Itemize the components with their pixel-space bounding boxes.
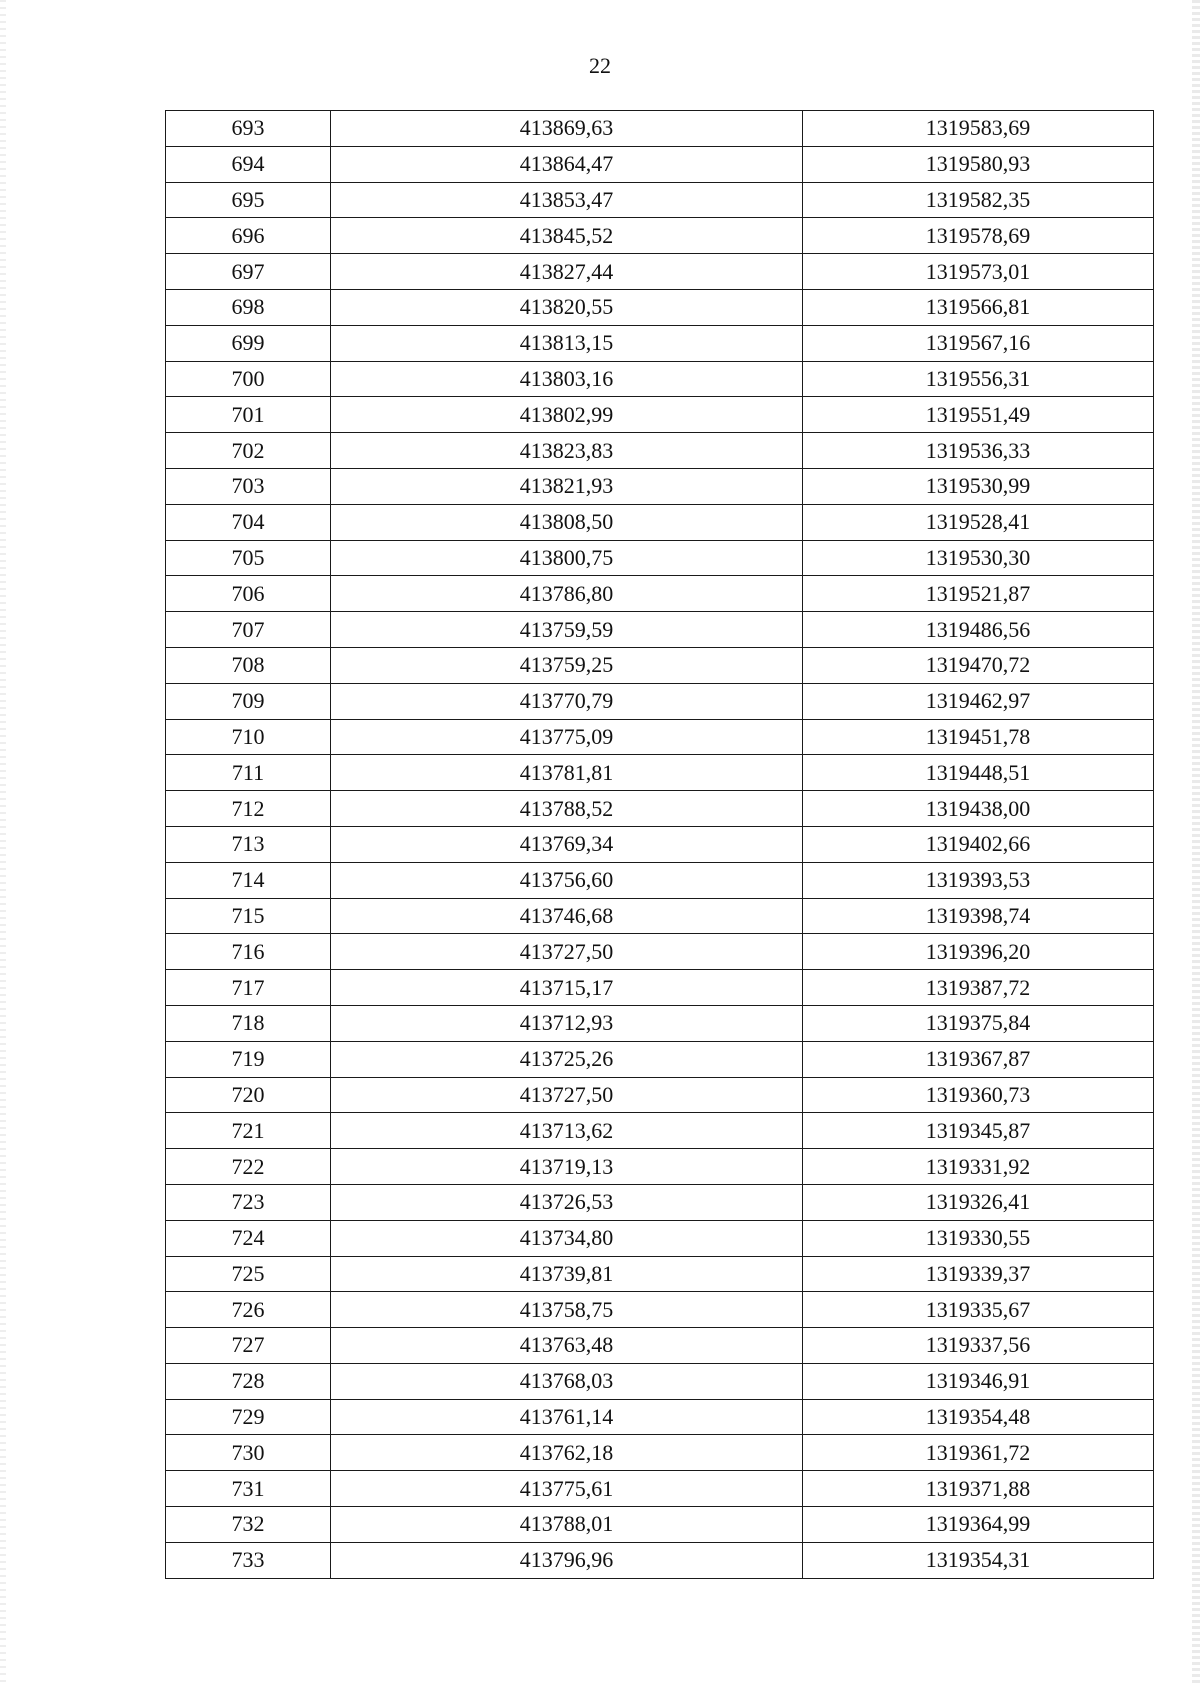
table-row — [166, 468, 1154, 504]
x-coordinate-cell: 413759,25 — [331, 647, 803, 683]
point-number-cell: 697 — [166, 254, 331, 290]
y-coordinate-cell: 1319360,73 — [803, 1077, 1154, 1113]
point-number-cell: 714 — [166, 862, 331, 898]
x-coordinate-cell: 413788,52 — [331, 791, 803, 827]
point-number-cell: 705 — [166, 540, 331, 576]
table-row — [166, 719, 1154, 755]
x-coordinate-cell: 413808,50 — [331, 504, 803, 540]
x-coordinate-cell: 413756,60 — [331, 862, 803, 898]
point-number-cell: 733 — [166, 1542, 331, 1578]
point-number-cell: 715 — [166, 898, 331, 934]
table-row — [166, 504, 1154, 540]
table-row — [166, 791, 1154, 827]
x-coordinate-cell: 413803,16 — [331, 361, 803, 397]
y-coordinate-cell: 1319337,56 — [803, 1328, 1154, 1364]
point-number-cell: 720 — [166, 1077, 331, 1113]
table-row — [166, 647, 1154, 683]
y-coordinate-cell: 1319367,87 — [803, 1041, 1154, 1077]
point-number-cell: 726 — [166, 1292, 331, 1328]
point-number-cell: 711 — [166, 755, 331, 791]
point-number-cell: 702 — [166, 433, 331, 469]
table-row — [166, 612, 1154, 648]
table-row — [166, 1077, 1154, 1113]
scan-edge-right — [1192, 0, 1200, 1686]
y-coordinate-cell: 1319462,97 — [803, 683, 1154, 719]
point-number-cell: 717 — [166, 970, 331, 1006]
x-coordinate-cell: 413788,01 — [331, 1507, 803, 1543]
y-coordinate-cell: 1319486,56 — [803, 612, 1154, 648]
point-number-cell: 696 — [166, 218, 331, 254]
x-coordinate-cell: 413715,17 — [331, 970, 803, 1006]
table-row — [166, 1256, 1154, 1292]
y-coordinate-cell: 1319578,69 — [803, 218, 1154, 254]
table-row — [166, 1399, 1154, 1435]
x-coordinate-cell: 413786,80 — [331, 576, 803, 612]
point-number-cell: 725 — [166, 1256, 331, 1292]
x-coordinate-cell: 413759,59 — [331, 612, 803, 648]
x-coordinate-cell: 413739,81 — [331, 1256, 803, 1292]
point-number-cell: 722 — [166, 1149, 331, 1185]
y-coordinate-cell: 1319335,67 — [803, 1292, 1154, 1328]
point-number-cell: 728 — [166, 1363, 331, 1399]
point-number-cell: 713 — [166, 826, 331, 862]
x-coordinate-cell: 413727,50 — [331, 1077, 803, 1113]
y-coordinate-cell: 1319346,91 — [803, 1363, 1154, 1399]
y-coordinate-cell: 1319354,31 — [803, 1542, 1154, 1578]
y-coordinate-cell: 1319530,30 — [803, 540, 1154, 576]
y-coordinate-cell: 1319345,87 — [803, 1113, 1154, 1149]
table-row — [166, 182, 1154, 218]
y-coordinate-cell: 1319582,35 — [803, 182, 1154, 218]
point-number-cell: 716 — [166, 934, 331, 970]
x-coordinate-cell: 413869,63 — [331, 111, 803, 147]
y-coordinate-cell: 1319528,41 — [803, 504, 1154, 540]
x-coordinate-cell: 413853,47 — [331, 182, 803, 218]
x-coordinate-cell: 413769,34 — [331, 826, 803, 862]
x-coordinate-cell: 413719,13 — [331, 1149, 803, 1185]
table-row — [166, 1507, 1154, 1543]
page-number: 22 — [589, 53, 611, 78]
table-row — [166, 1292, 1154, 1328]
y-coordinate-cell: 1319583,69 — [803, 111, 1154, 147]
x-coordinate-cell: 413770,79 — [331, 683, 803, 719]
table-row — [166, 755, 1154, 791]
scan-edge-left — [0, 0, 6, 1686]
point-number-cell: 727 — [166, 1328, 331, 1364]
table-row — [166, 1149, 1154, 1185]
point-number-cell: 732 — [166, 1507, 331, 1543]
coordinates-table-body — [166, 111, 1154, 1579]
table-row — [166, 254, 1154, 290]
table-row — [166, 1328, 1154, 1364]
x-coordinate-cell: 413734,80 — [331, 1220, 803, 1256]
y-coordinate-cell: 1319448,51 — [803, 755, 1154, 791]
table-row — [166, 146, 1154, 182]
table-row — [166, 1220, 1154, 1256]
x-coordinate-cell: 413762,18 — [331, 1435, 803, 1471]
x-coordinate-cell: 413727,50 — [331, 934, 803, 970]
point-number-cell: 718 — [166, 1005, 331, 1041]
table-row — [166, 218, 1154, 254]
y-coordinate-cell: 1319438,00 — [803, 791, 1154, 827]
x-coordinate-cell: 413845,52 — [331, 218, 803, 254]
y-coordinate-cell: 1319375,84 — [803, 1005, 1154, 1041]
point-number-cell: 707 — [166, 612, 331, 648]
table-row — [166, 1184, 1154, 1220]
x-coordinate-cell: 413775,09 — [331, 719, 803, 755]
y-coordinate-cell: 1319371,88 — [803, 1471, 1154, 1507]
y-coordinate-cell: 1319326,41 — [803, 1184, 1154, 1220]
point-number-cell: 698 — [166, 289, 331, 325]
table-row — [166, 1113, 1154, 1149]
point-number-cell: 709 — [166, 683, 331, 719]
point-number-cell: 730 — [166, 1435, 331, 1471]
x-coordinate-cell: 413781,81 — [331, 755, 803, 791]
y-coordinate-cell: 1319566,81 — [803, 289, 1154, 325]
point-number-cell: 719 — [166, 1041, 331, 1077]
table-row — [166, 111, 1154, 147]
table-row — [166, 1435, 1154, 1471]
point-number-cell: 693 — [166, 111, 331, 147]
x-coordinate-cell: 413761,14 — [331, 1399, 803, 1435]
x-coordinate-cell: 413726,53 — [331, 1184, 803, 1220]
y-coordinate-cell: 1319573,01 — [803, 254, 1154, 290]
y-coordinate-cell: 1319470,72 — [803, 647, 1154, 683]
table-row — [166, 576, 1154, 612]
point-number-cell: 729 — [166, 1399, 331, 1435]
point-number-cell: 706 — [166, 576, 331, 612]
point-number-cell: 701 — [166, 397, 331, 433]
table-row — [166, 683, 1154, 719]
y-coordinate-cell: 1319364,99 — [803, 1507, 1154, 1543]
x-coordinate-cell: 413746,68 — [331, 898, 803, 934]
point-number-cell: 724 — [166, 1220, 331, 1256]
x-coordinate-cell: 413725,26 — [331, 1041, 803, 1077]
x-coordinate-cell: 413763,48 — [331, 1328, 803, 1364]
x-coordinate-cell: 413821,93 — [331, 468, 803, 504]
x-coordinate-cell: 413768,03 — [331, 1363, 803, 1399]
table-row — [166, 1471, 1154, 1507]
x-coordinate-cell: 413713,62 — [331, 1113, 803, 1149]
y-coordinate-cell: 1319354,48 — [803, 1399, 1154, 1435]
table-row — [166, 826, 1154, 862]
table-row — [166, 934, 1154, 970]
x-coordinate-cell: 413864,47 — [331, 146, 803, 182]
table-row — [166, 1041, 1154, 1077]
x-coordinate-cell: 413813,15 — [331, 325, 803, 361]
x-coordinate-cell: 413712,93 — [331, 1005, 803, 1041]
point-number-cell: 704 — [166, 504, 331, 540]
table-row — [166, 1542, 1154, 1578]
x-coordinate-cell: 413775,61 — [331, 1471, 803, 1507]
x-coordinate-cell: 413802,99 — [331, 397, 803, 433]
point-number-cell: 708 — [166, 647, 331, 683]
table-row — [166, 1363, 1154, 1399]
table-row — [166, 970, 1154, 1006]
y-coordinate-cell: 1319402,66 — [803, 826, 1154, 862]
y-coordinate-cell: 1319567,16 — [803, 325, 1154, 361]
y-coordinate-cell: 1319580,93 — [803, 146, 1154, 182]
x-coordinate-cell: 413820,55 — [331, 289, 803, 325]
x-coordinate-cell: 413827,44 — [331, 254, 803, 290]
table-row — [166, 540, 1154, 576]
x-coordinate-cell: 413796,96 — [331, 1542, 803, 1578]
point-number-cell: 712 — [166, 791, 331, 827]
y-coordinate-cell: 1319398,74 — [803, 898, 1154, 934]
y-coordinate-cell: 1319521,87 — [803, 576, 1154, 612]
table-row — [166, 898, 1154, 934]
point-number-cell: 700 — [166, 361, 331, 397]
y-coordinate-cell: 1319556,31 — [803, 361, 1154, 397]
y-coordinate-cell: 1319393,53 — [803, 862, 1154, 898]
point-number-cell: 721 — [166, 1113, 331, 1149]
y-coordinate-cell: 1319339,37 — [803, 1256, 1154, 1292]
y-coordinate-cell: 1319331,92 — [803, 1149, 1154, 1185]
y-coordinate-cell: 1319361,72 — [803, 1435, 1154, 1471]
y-coordinate-cell: 1319396,20 — [803, 934, 1154, 970]
table-row — [166, 361, 1154, 397]
x-coordinate-cell: 413823,83 — [331, 433, 803, 469]
table-row — [166, 325, 1154, 361]
point-number-cell: 695 — [166, 182, 331, 218]
y-coordinate-cell: 1319551,49 — [803, 397, 1154, 433]
table-row — [166, 1005, 1154, 1041]
y-coordinate-cell: 1319536,33 — [803, 433, 1154, 469]
point-number-cell: 703 — [166, 468, 331, 504]
point-number-cell: 723 — [166, 1184, 331, 1220]
x-coordinate-cell: 413758,75 — [331, 1292, 803, 1328]
y-coordinate-cell: 1319530,99 — [803, 468, 1154, 504]
y-coordinate-cell: 1319330,55 — [803, 1220, 1154, 1256]
point-number-cell: 731 — [166, 1471, 331, 1507]
y-coordinate-cell: 1319451,78 — [803, 719, 1154, 755]
table-row — [166, 289, 1154, 325]
table-row — [166, 862, 1154, 898]
y-coordinate-cell: 1319387,72 — [803, 970, 1154, 1006]
point-number-cell: 694 — [166, 146, 331, 182]
point-number-cell: 710 — [166, 719, 331, 755]
table-row — [166, 433, 1154, 469]
coordinates-table — [165, 110, 1154, 1579]
table-row — [166, 397, 1154, 433]
x-coordinate-cell: 413800,75 — [331, 540, 803, 576]
point-number-cell: 699 — [166, 325, 331, 361]
